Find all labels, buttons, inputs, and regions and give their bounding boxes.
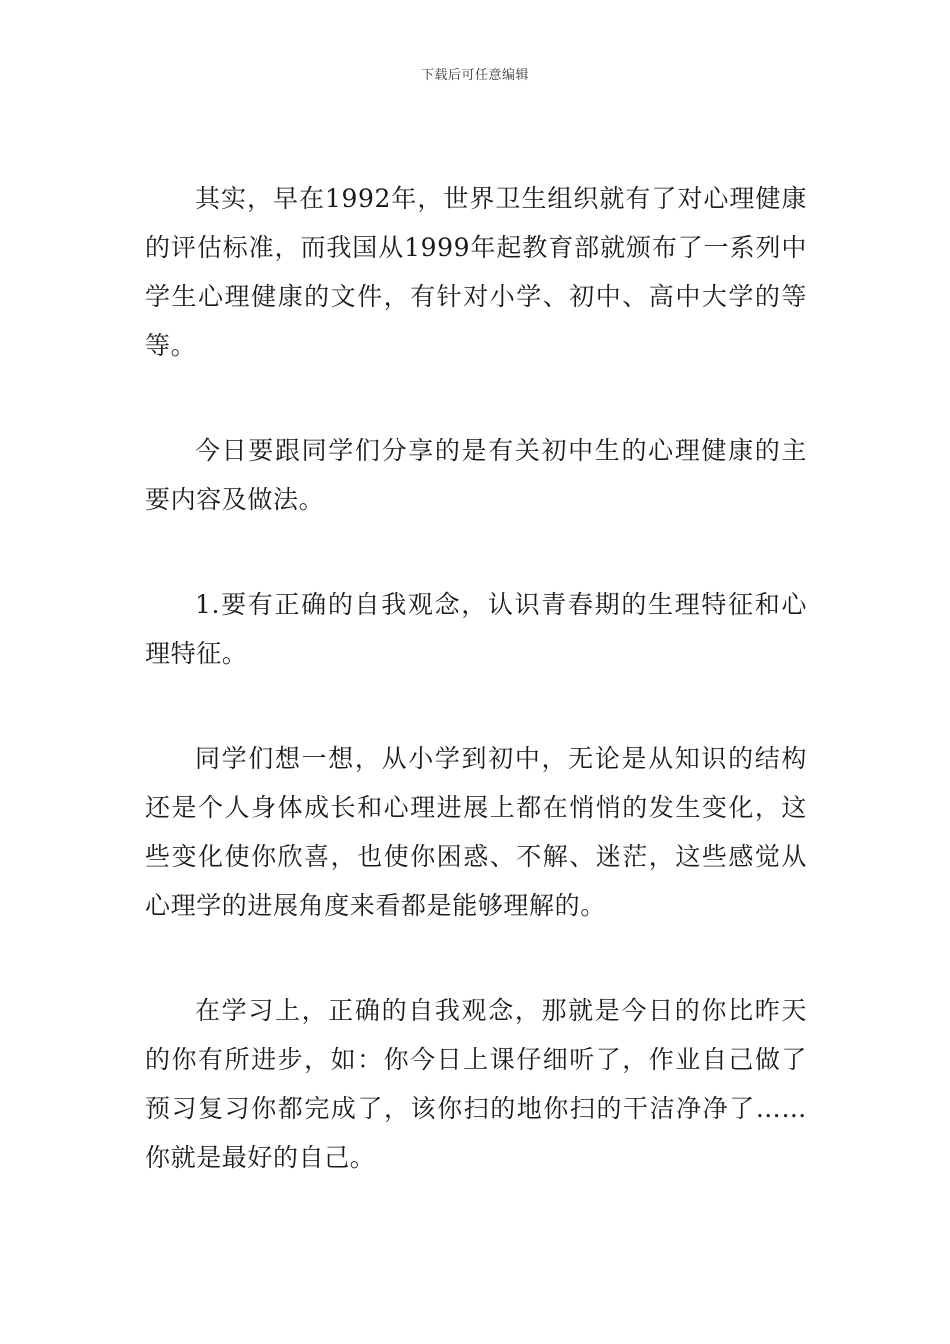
document-body: [145, 174, 807, 1238]
paragraph-who-standards: 其实，早在1992年，世界卫生组织就有了对心理健康的评估标准，而我国从1999年起教育部就颁布了一系列中学生心理健康的文件，有针对小学、初中、高中大学的等等。: [145, 184, 807, 360]
paragraph-point-one: 1.要有正确的自我观念，认识青春期的生理特征和心理特征。: [145, 590, 807, 668]
page-header-note: 下载后可任意编辑: [420, 68, 529, 83]
paragraph-growth-changes: 同学们想一想，从小学到初中，无论是从知识的结构还是个人身体成长和心理进展上都在悄悄的发生变化，这些变化使你欣喜，也使你困惑、不解、迷茫，这些感觉从心理学的进展角度来看都是能够理解的。: [145, 744, 807, 920]
paragraph-sharing-intro: 今日要跟同学们分享的是有关初中生的心理健康的主要内容及做法。: [145, 436, 807, 514]
paragraph-self-concept-learning: 在学习上，正确的自我观念，那就是今日的你比昨天的你有所进步，如：你今日上课仔细听了，作业自己做了预习复习你都完成了，该你扫的地你扫的干洁净净了……你就是最好的自己。: [145, 996, 807, 1172]
